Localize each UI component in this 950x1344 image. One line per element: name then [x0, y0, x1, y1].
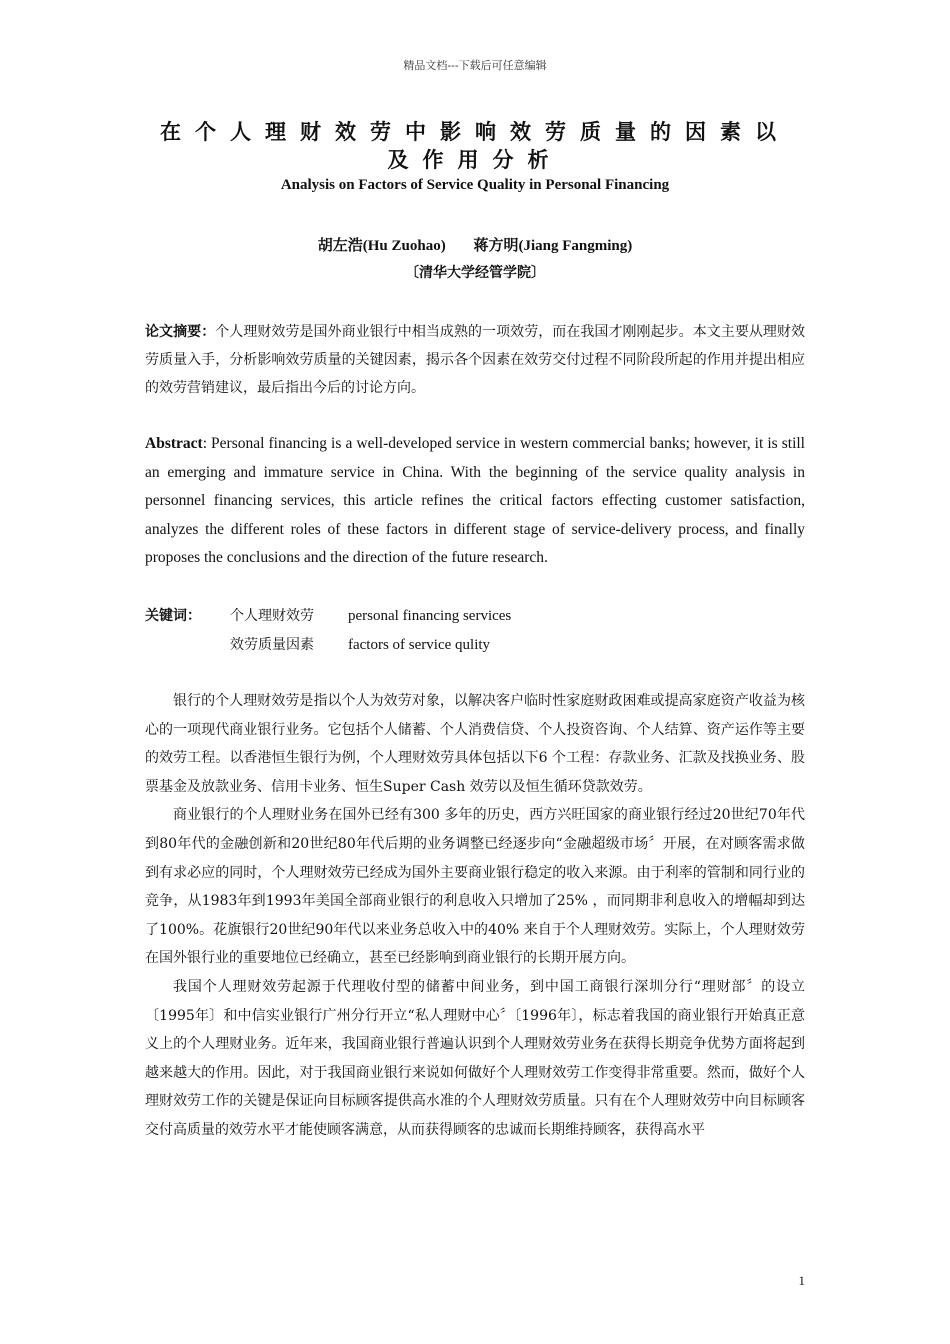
author-1: 胡左浩(Hu Zuohao) — [317, 238, 446, 254]
abstract-cn-label: 论文摘要 — [145, 324, 202, 340]
abstract-english — [145, 430, 805, 573]
keyword-en: personal financing services — [348, 608, 512, 624]
body-paragraph: 商业银行的个人理财业务在国外已经有300 多年的历史，西方兴旺国家的商业银行经过20世纪70年代到80年代的金融创新和20世纪80年代后期的业务调整已经逐步向“金融超级市场〞开展，在对顾客需求做到有求必应的同时，个人理财效劳已经成为国外主要商业银行稳定的收入来源。由于利率的管制和同行业的竞争，从1983年到1993年美国全部商业银行的利息收入只增加了25% ，而同期非利息收入的增幅却到达了100%。花旗银行20世纪90年代以来业务总收入中的40% 来自于个人理财效劳。实际上，个人理财效劳在国外银行业的重要地位已经确立，甚至已经影响到商业银行的长期开展方向。 — [145, 807, 805, 967]
body-paragraph: 银行的个人理财效劳是指以个人为效劳对象，以解决客户临时性家庭财政困难或提高家庭资产收益为核心的一项现代商业银行业务。它包括个人储蓄、个人消费信贷、个人投资咨询、个人结算、资产运作等主要的效劳工程。以香港恒生银行为例，个人理财效劳具体包括以下6 个工程：存款业务、汇款及找换业务、股票基金及放款业务、信用卡业务、恒生Super Cash 效劳以及恒生循环贷款效劳。 — [145, 693, 805, 795]
keyword-cn: 个人理财效劳 — [230, 608, 314, 624]
affiliation: 〔清华大学经管学院〕 — [405, 265, 545, 281]
paper-title-english: Analysis on Factors of Service Quality in Personal Financing — [280, 177, 670, 193]
abstract-cn-colon: ： — [201, 324, 216, 340]
abstract-cn-text: 个人理财效劳是国外商业银行中相当成熟的一项效劳，而在我国才刚刚起步。本文主要从理财效劳质量入手，分析影响效劳质量的关键因素，揭示各个因素在效劳交付过程不同阶段所起的作用并提出相应的效劳营销建议，最后指出今后的讨论方向。 — [145, 324, 806, 396]
keyword-row — [145, 631, 805, 660]
keywords-block — [145, 602, 805, 659]
keywords-label-spacer — [145, 631, 230, 660]
keyword-row — [145, 602, 805, 631]
body-paragraph: 我国个人理财效劳起源于代理收付型的储蓄中间业务，到中国工商银行深圳分行“理财部〞的设立〔1995年〕和中信实业银行广州分行开立“私人理财中心〞〔1996年〕，标志着我国的商业银行开始真正意义上的个人理财业务。近年来，我国商业银行普遍认识到个人理财效劳业务在获得长期竞争优势方面将起到越来越大的作用。因此，对于我国商业银行来说如何做好个人理财效劳工作变得非常重要。然而，做好个人理财效劳工作的关键是保证向目标顾客提供高水准的个人理财效劳质量。只有在个人理财效劳中向目标顾客交付高质量的效劳水平才能使顾客满意，从而获得顾客的忠诚而长期维持顾客，获得高水平 — [145, 978, 805, 1138]
author-2: 蒋方明(Jiang Fangming) — [473, 238, 633, 254]
page-number: 1 — [798, 1273, 805, 1288]
abstract-en-label: Abstract — [145, 435, 203, 452]
abstract-chinese — [145, 318, 805, 402]
abstract-en-text: : Personal financing is a well-developed service in western commercial banks; however, it is still an emerging and immature service in China. With the beginning of the service quality analysis in personnel financing services, this article refines the critical factors effecting customer satisfaction, analyzes the different roles of these factors in different stage of service-delivery process, and finally proposes the conclusions and the direction of the future research. — [145, 435, 805, 566]
page-header: 精品文档---下载后可任意编辑 — [403, 59, 547, 72]
keyword-en: factors of service qulity — [348, 636, 491, 653]
paper-title: 在个人理财效劳中影响效劳质量的因素以及作用分析 — [160, 119, 790, 172]
body-text — [145, 687, 805, 1145]
author-line — [145, 234, 805, 255]
keyword-cn: 效劳质量因素 — [230, 636, 314, 653]
keywords-label: 关键词： — [145, 608, 201, 624]
